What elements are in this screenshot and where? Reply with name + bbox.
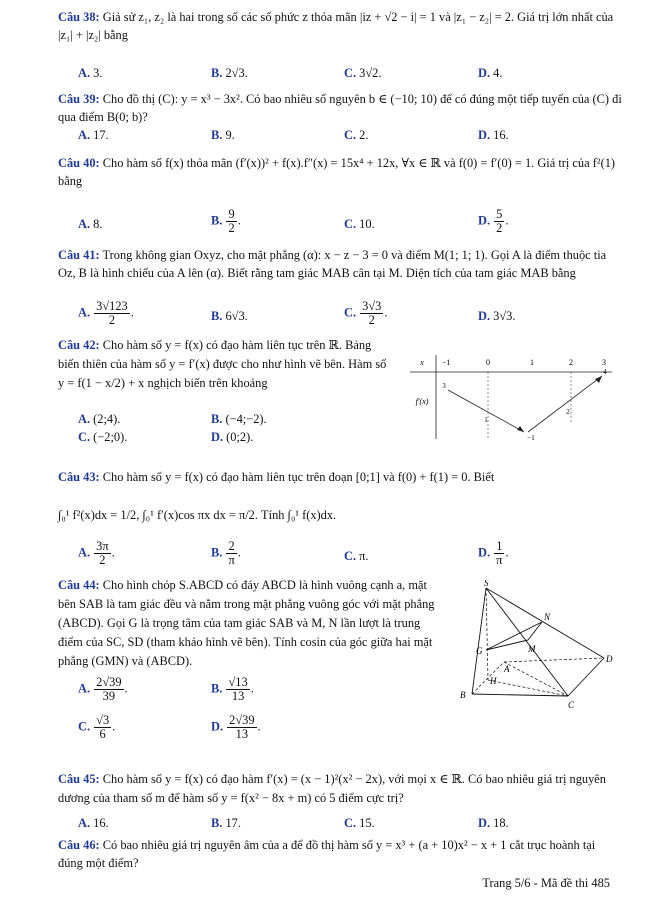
question-45-label: Câu 45: [58, 772, 100, 786]
label-n: N [544, 612, 551, 622]
option-b[interactable]: B. $\frac{9}{2}$ . [211, 207, 241, 235]
option-d[interactable]: D. 4. [478, 66, 503, 80]
option-a[interactable]: A. $\frac{3\pi}{2}$ . [78, 539, 115, 567]
page-footer: Trang 5/6 - Mã đề thi 485 [482, 876, 610, 890]
question-46-text: Có bao nhiêu giá trị nguyên âm của a để đồ thị hàm số y = x³ + (a + 10)x² − x + 1 cắt trục hoành tại đúng một điểm? [58, 838, 596, 870]
question-40-text: Cho hàm số f(x) thỏa mãn (f′(x))² + f(x).f″(x) = 15x⁴ + 12x, ∀x ∈ ℝ và f(0) = f′(0) = 1. Giá trị của f²(1) bằng [58, 156, 616, 188]
option-b[interactable]: B. (−4;−2). [211, 412, 267, 426]
question-39-options [78, 128, 618, 146]
edge-ad-hidden [504, 658, 604, 662]
x-value: −1 [441, 358, 451, 367]
question-46 [58, 836, 623, 872]
option-c[interactable]: C. 15. [344, 816, 375, 830]
option-d[interactable]: D. 16. [478, 128, 509, 142]
question-45-options [78, 816, 618, 834]
question-44-options-row2 [78, 714, 398, 748]
option-b[interactable]: B. $\frac{2}{\pi}$ . [211, 539, 241, 567]
option-a[interactable]: A. (2;4). [78, 412, 121, 426]
option-d[interactable]: D. 3√3. [478, 309, 516, 323]
question-42-label: Câu 42: [58, 338, 100, 352]
label-m: M [528, 644, 536, 654]
question-43-text-2: ∫₀¹ f²(x)dx = 1/2, ∫₀¹ f′(x)cos πx dx = π/2. Tính ∫₀¹ f(x)dx. [58, 508, 337, 522]
option-b[interactable]: B. 6√3. [211, 309, 248, 323]
f-value: 1 [484, 416, 488, 424]
edge-bc [472, 694, 568, 696]
question-43-options [78, 540, 618, 574]
option-c[interactable]: C. (−2;0). [78, 430, 128, 444]
arrow-increasing [528, 376, 602, 432]
f-value: −1 [527, 434, 535, 442]
question-41-text: Trong không gian Oxyz, cho mặt phẳng (α): x − z − 3 = 0 và điểm M(1; 1; 1). Gọi A là điểm thuộc tia Oz, B là hình chiếu của A lên (α). Biết rằng tam giác MAB cân tại M. Diện tích của tam giác MAB bằng [58, 248, 607, 280]
question-40-label: Câu 40: [58, 156, 100, 170]
option-b[interactable]: B. $\frac{√13}{13}$ . [211, 675, 254, 703]
x-value: 0 [486, 358, 490, 367]
x-value: 2 [569, 358, 573, 367]
question-41-label: Câu 41: [58, 248, 100, 262]
option-c[interactable]: C. 3√2. [344, 66, 382, 80]
option-a[interactable]: A. 8. [78, 217, 103, 231]
question-38-options [78, 66, 618, 84]
edge-sd [486, 588, 604, 658]
question-43 [58, 468, 623, 486]
question-40-options [78, 208, 618, 242]
question-43-label: Câu 43: [58, 470, 100, 484]
height-sh-hidden [486, 588, 488, 680]
option-d[interactable]: D. $\frac{2√39}{13}$ . [211, 713, 261, 741]
arrow-head [595, 376, 602, 383]
option-a[interactable]: A. 3. [78, 66, 103, 80]
question-38 [58, 8, 623, 44]
x-value: 3 [602, 358, 606, 367]
option-b[interactable]: B. 2√3. [211, 66, 248, 80]
question-44-label: Câu 44: [58, 578, 100, 592]
question-39-text: Cho đồ thị (C): y = x³ − 3x². Có bao nhiêu số nguyên b ∈ (−10; 10) để có đúng một tiếp tuyến của (C) đi qua điểm B(0; b)? [58, 92, 622, 124]
f-value: 3 [442, 382, 446, 390]
question-44-options-row1 [78, 676, 398, 710]
question-46-label: Câu 46: [58, 838, 100, 852]
question-41 [58, 246, 623, 282]
question-45 [58, 770, 623, 808]
option-a[interactable]: A. $\frac{2√39}{39}$ . [78, 675, 128, 703]
option-c[interactable]: C. 2. [344, 128, 369, 142]
f-value: 4 [603, 368, 607, 376]
option-b[interactable]: B. 9. [211, 128, 235, 142]
f-value: 2 [566, 408, 570, 416]
question-38-label: Câu 38: [58, 10, 100, 24]
question-43-text-1: Cho hàm số y = f(x) có đạo hàm liên tục trên đoạn [0;1] và f(0) + f(1) = 0. Biết [102, 470, 495, 484]
edge-nm [528, 622, 542, 640]
option-a[interactable]: A. 17. [78, 128, 109, 142]
question-38-text: Giả sử z₁, z₂ là hai trong số các số phức z thỏa mãn |iz + √2 − i| = 1 và |z₁ − z₂| = 2. Giá trị lớn nhất của |z₁| + |z₂| bằng [58, 10, 614, 42]
option-a[interactable]: A. 16. [78, 816, 109, 830]
option-c[interactable]: C. $\frac{√3}{6}$ . [78, 713, 116, 741]
label-h: H [490, 676, 497, 686]
x-value: 1 [530, 358, 534, 367]
question-42 [58, 336, 393, 393]
question-43-cont [58, 506, 623, 524]
label-b: B [460, 690, 466, 700]
variation-table-figure [408, 352, 614, 442]
question-39 [58, 90, 623, 126]
segment-hc-hidden [488, 680, 568, 696]
label-d: D [606, 654, 613, 664]
option-c[interactable]: C. π. [344, 549, 369, 563]
pyramid-figure [456, 580, 626, 712]
question-42-options-row1 [78, 412, 378, 430]
label-s: S [484, 580, 489, 588]
question-39-label: Câu 39: [58, 92, 100, 106]
f-label: f′(x) [415, 397, 429, 406]
arrow-decreasing [448, 390, 524, 432]
diagonal-ac-hidden [504, 662, 568, 696]
x-label: x [420, 358, 424, 367]
option-d[interactable]: D. 18. [478, 816, 509, 830]
question-42-options-row2 [78, 430, 378, 448]
edge-sb [472, 588, 486, 694]
option-b[interactable]: B. 17. [211, 816, 241, 830]
question-41-options [78, 300, 618, 334]
option-c[interactable]: C. $\frac{3√3}{2}$ . [344, 299, 388, 327]
label-c: C [568, 700, 575, 710]
label-a: A [504, 664, 510, 674]
question-40 [58, 154, 623, 190]
question-42-text: Cho hàm số y = f(x) có đạo hàm liên tục trên ℝ. Bảng biến thiên của hàm số y = f′(x) được cho như hình vẽ bên. Hàm số y = f(1 − x/2) + x nghịch biến trên khoảng [58, 338, 387, 390]
label-g: G [476, 646, 483, 656]
question-44-text: Cho hình chóp S.ABCD có đáy ABCD là hình vuông cạnh a, mặt bên SAB là tam giác đều và nằm trong mặt phẳng vuông góc với mặt phẳng (ABCD). Gọi G là trọng tâm của tam giác SAB và M, N lần lượt là trung điểm của SC, SD (tham khảo hình vẽ bên). Tính cosin của góc giữa hai mặt phẳng (GMN) và (ABCD). [58, 578, 435, 668]
option-a[interactable]: A. $\frac{3√123}{2}$ . [78, 299, 134, 327]
option-d[interactable]: D. $\frac{5}{2}$ . [478, 207, 509, 235]
arrow-head [517, 426, 524, 432]
option-d[interactable]: D. $\frac{1}{\pi}$ . [478, 539, 509, 567]
option-c[interactable]: C. 10. [344, 217, 375, 231]
option-d[interactable]: D. (0;2). [211, 430, 254, 444]
edge-gm [486, 640, 528, 650]
question-44 [58, 576, 438, 671]
edge-cd [568, 658, 604, 696]
edge-sc [486, 588, 568, 696]
question-45-text: Cho hàm số y = f(x) có đạo hàm f′(x) = (x − 1)²(x² − 2x), với mọi x ∈ ℝ. Có bao nhiêu giá trị nguyên dương của tham số m để hàm số y = f(x² − 8x + m) có 5 điểm cực trị? [58, 772, 606, 805]
